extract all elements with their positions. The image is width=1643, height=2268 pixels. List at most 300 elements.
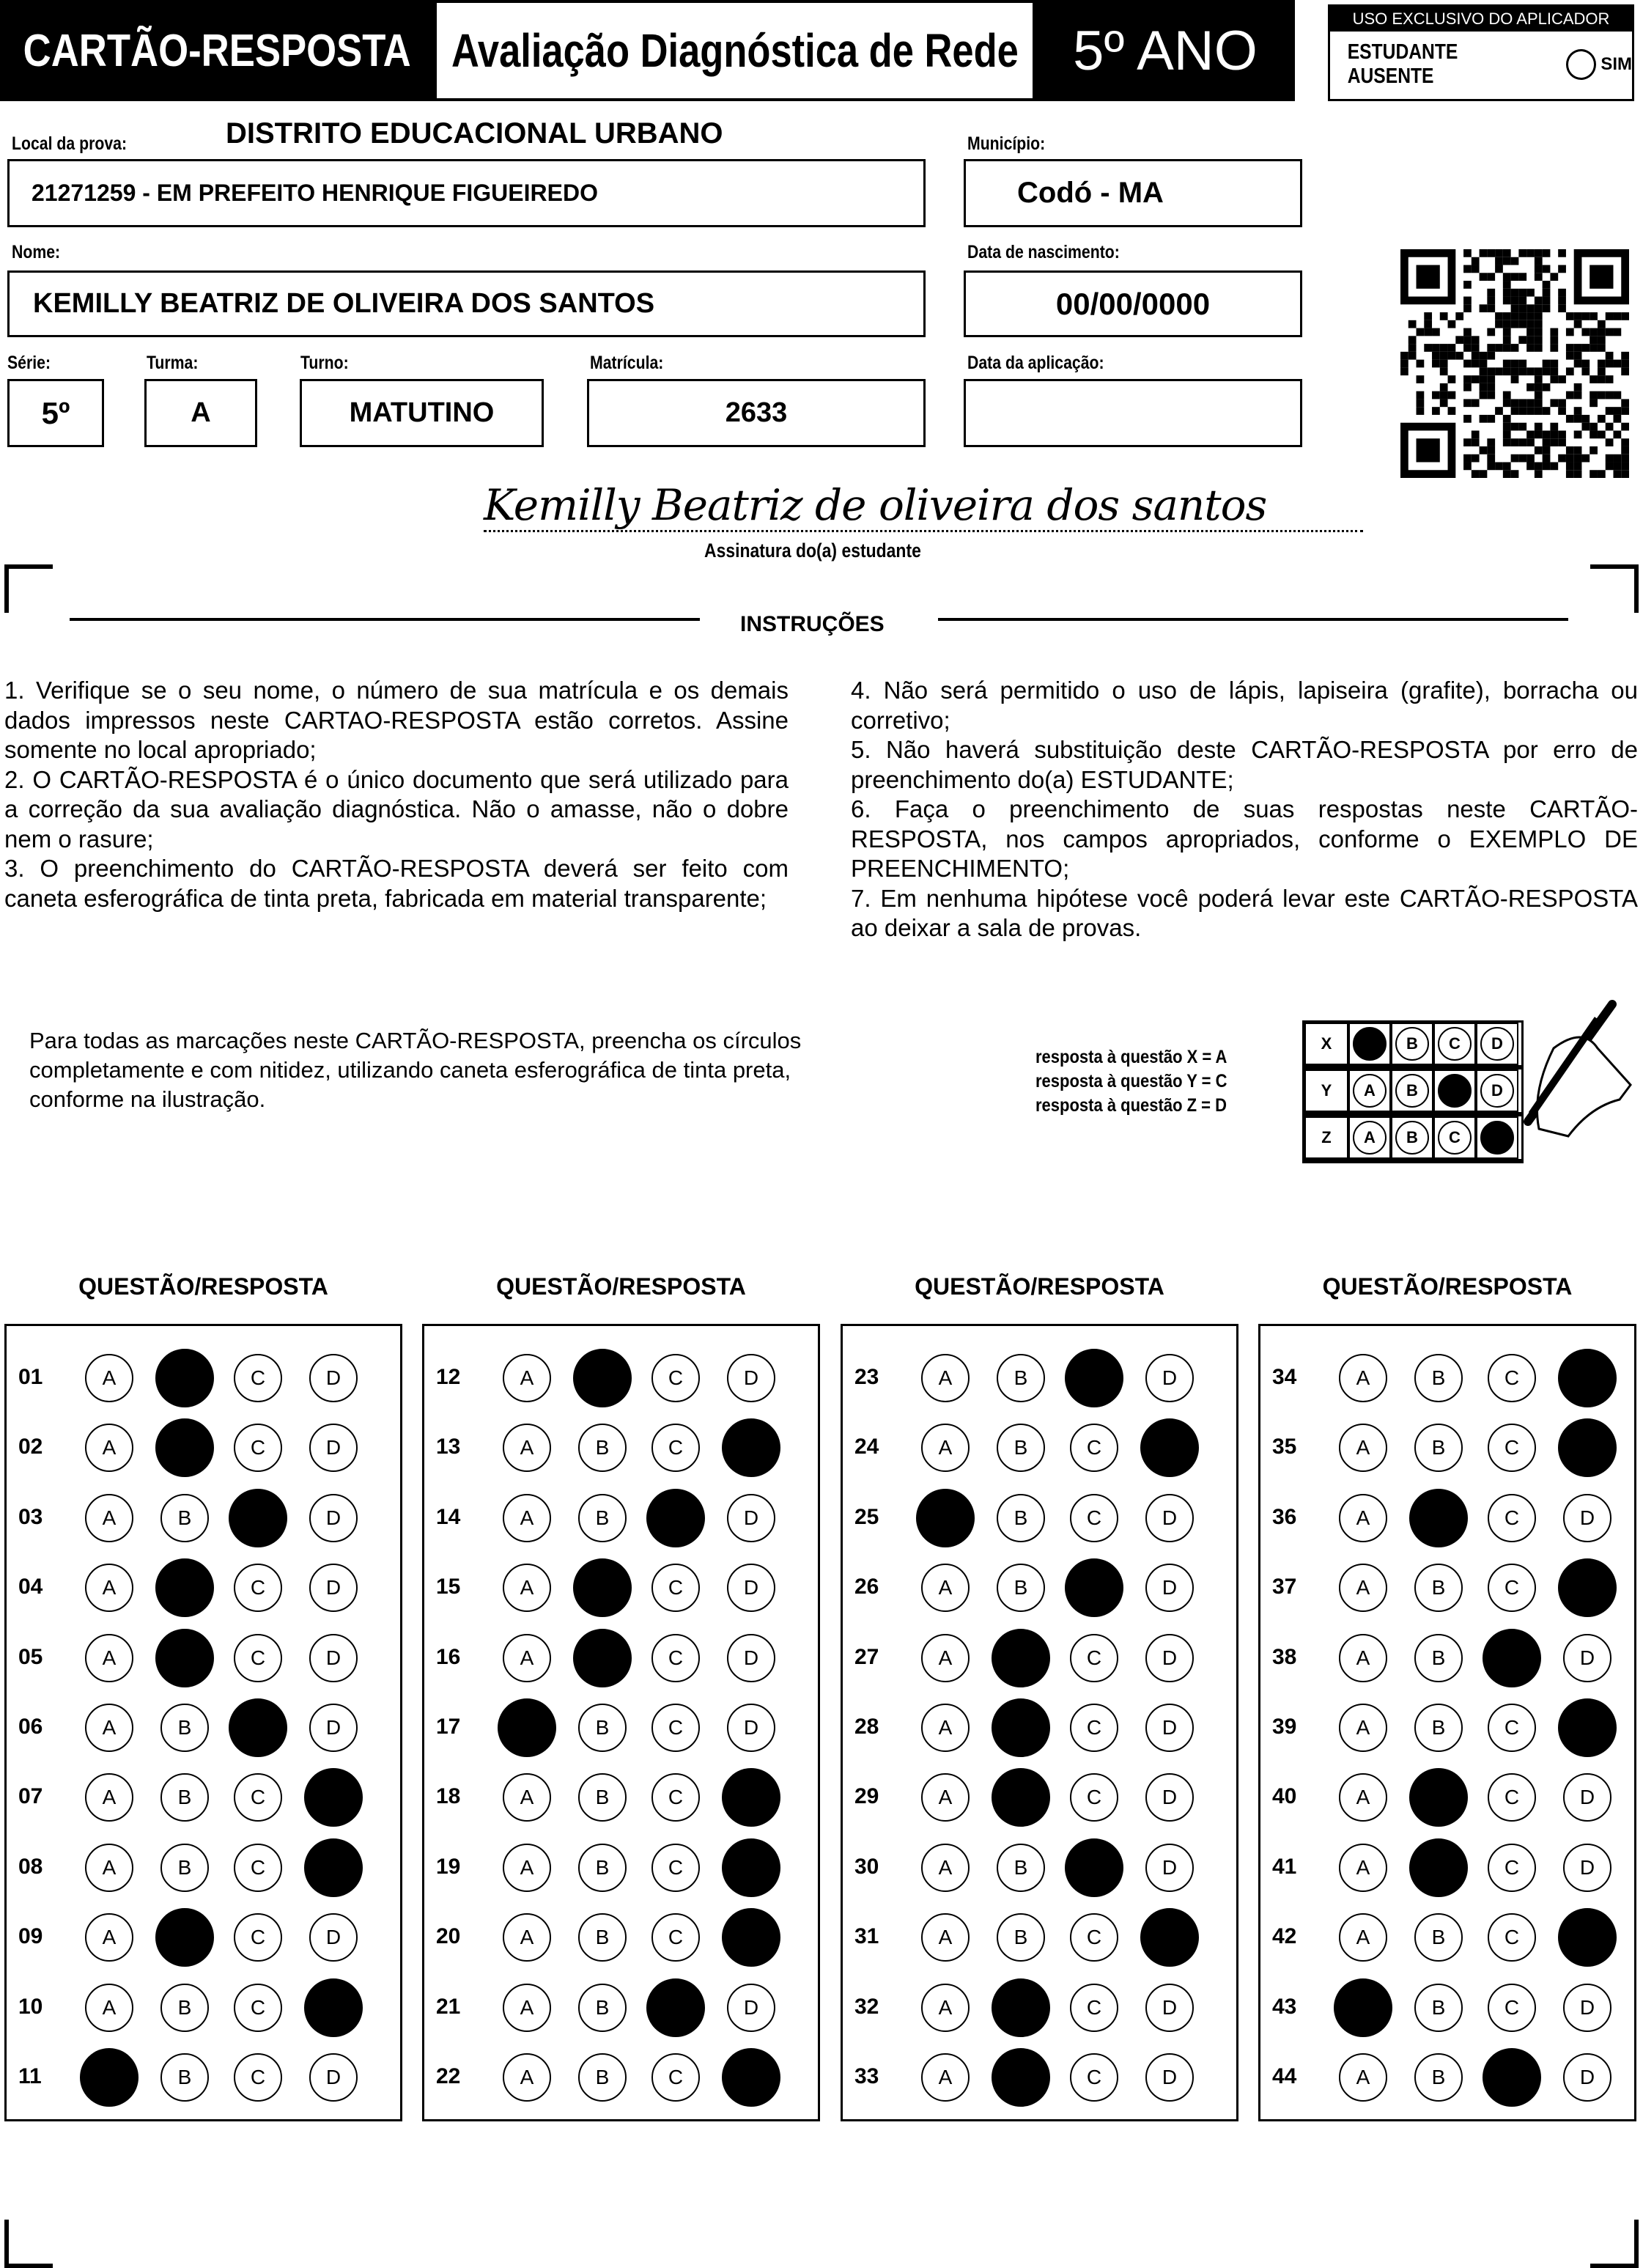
answer-bubble-a[interactable]: A xyxy=(1339,1634,1387,1682)
example-bubble-d: D xyxy=(1480,1027,1514,1061)
turma-label: Turma: xyxy=(147,353,199,373)
answer-bubble-d[interactable]: D xyxy=(1145,2053,1194,2102)
answer-bubble-a[interactable]: A xyxy=(921,1773,970,1822)
answer-bubble-a[interactable]: A xyxy=(1339,1354,1387,1402)
answer-bubble-d-marked[interactable] xyxy=(1558,1908,1617,1967)
answer-bubble-a[interactable]: A xyxy=(503,1494,551,1542)
answer-bubble-a[interactable]: A xyxy=(503,1564,551,1612)
answer-bubble-a[interactable]: A xyxy=(85,1494,133,1542)
local-value: 21271259 - EM PREFEITO HENRIQUE FIGUEIREDO xyxy=(32,180,598,206)
answer-bubble-a-marked[interactable] xyxy=(1334,1978,1392,2037)
answer-bubble-d-marked[interactable] xyxy=(722,1768,780,1827)
signature: Kemilly Beatriz de oliveira dos santos xyxy=(484,480,1363,532)
question-number: 18 xyxy=(436,1784,461,1809)
answer-bubble-a[interactable]: A xyxy=(85,1773,133,1822)
answer-bubble-d[interactable]: D xyxy=(1145,1354,1194,1402)
answer-bubble-b-marked[interactable] xyxy=(1409,1489,1468,1547)
card-title-text: CARTÃO-RESPOSTA xyxy=(23,25,411,76)
question-row xyxy=(424,2048,818,2107)
example-cell xyxy=(1433,1023,1476,1065)
answer-bubble-b-marked[interactable] xyxy=(573,1349,632,1407)
answer-bubble-c[interactable]: C xyxy=(234,1564,282,1612)
answer-bubble-a[interactable]: A xyxy=(503,1984,551,2032)
answer-bubble-b[interactable]: B xyxy=(997,1354,1045,1402)
absent-radio[interactable] xyxy=(1566,49,1596,80)
example-bubble-a: A xyxy=(1353,1121,1387,1155)
answer-bubble-a[interactable]: A xyxy=(921,1424,970,1472)
question-number: 42 xyxy=(1272,1924,1297,1949)
question-number: 19 xyxy=(436,1854,461,1879)
question-number: 34 xyxy=(1272,1365,1297,1389)
answer-bubble-d-marked[interactable] xyxy=(1558,1698,1617,1757)
question-number: 27 xyxy=(854,1644,879,1669)
question-number: 44 xyxy=(1272,2064,1297,2088)
answer-bubble-a[interactable]: A xyxy=(85,1564,133,1612)
answer-bubble-b[interactable]: B xyxy=(997,1844,1045,1892)
question-number: 06 xyxy=(18,1715,43,1739)
answer-bubble-a[interactable]: A xyxy=(1339,1564,1387,1612)
question-number: 25 xyxy=(854,1504,879,1529)
answer-bubble-c[interactable]: C xyxy=(651,1424,700,1472)
answer-bubble-c[interactable]: C xyxy=(1070,2053,1118,2102)
answer-bubble-c[interactable]: C xyxy=(234,1424,282,1472)
answer-bubble-a[interactable]: A xyxy=(85,1354,133,1402)
answer-bubble-d[interactable]: D xyxy=(1145,1773,1194,1822)
question-row xyxy=(424,1768,818,1827)
answer-bubble-c[interactable]: C xyxy=(1070,1773,1118,1822)
answer-bubble-c[interactable]: C xyxy=(234,2053,282,2102)
answer-bubble-a[interactable]: A xyxy=(85,1634,133,1682)
answer-bubble-d[interactable]: D xyxy=(1563,1773,1611,1822)
answer-bubble-b[interactable]: B xyxy=(578,2053,627,2102)
question-row xyxy=(1260,1558,1634,1617)
answer-bubble-b[interactable]: B xyxy=(578,1494,627,1542)
answer-bubble-c[interactable]: C xyxy=(651,1704,700,1752)
question-row xyxy=(843,1418,1236,1477)
answer-bubble-d-marked[interactable] xyxy=(722,2048,780,2107)
corner-mark-bl xyxy=(4,2220,53,2268)
answer-bubble-c[interactable]: C xyxy=(1070,1424,1118,1472)
question-row xyxy=(843,1908,1236,1967)
question-row xyxy=(1260,1768,1634,1827)
answer-bubble-c-marked[interactable] xyxy=(229,1698,287,1757)
question-number: 28 xyxy=(854,1715,879,1739)
question-number: 16 xyxy=(436,1644,461,1669)
signature-label: Assinatura do(a) estudante xyxy=(704,540,921,562)
example-row-label: Y xyxy=(1304,1069,1348,1112)
answer-bubble-c[interactable]: C xyxy=(234,1773,282,1822)
nome-value: KEMILLY BEATRIZ DE OLIVEIRA DOS SANTOS xyxy=(33,288,655,319)
nome-label: Nome: xyxy=(12,242,61,262)
answer-bubble-c-marked[interactable] xyxy=(1483,1629,1541,1687)
example-line-y: resposta à questão Y = C xyxy=(1035,1071,1227,1091)
answer-bubble-d[interactable]: D xyxy=(309,1704,358,1752)
answer-bubble-d[interactable]: D xyxy=(727,1634,775,1682)
answer-bubble-d-marked[interactable] xyxy=(722,1838,780,1897)
answer-bubble-c[interactable]: C xyxy=(1488,1424,1536,1472)
answer-bubble-a[interactable]: A xyxy=(503,1773,551,1822)
answer-bubble-a[interactable]: A xyxy=(921,2053,970,2102)
question-number: 24 xyxy=(854,1435,879,1459)
answer-bubble-d-marked[interactable] xyxy=(1558,1558,1617,1617)
question-number: 41 xyxy=(1272,1854,1297,1879)
answer-bubble-a[interactable]: A xyxy=(85,1844,133,1892)
answer-bubble-d-marked[interactable] xyxy=(304,1978,363,2037)
answer-bubble-c[interactable]: C xyxy=(1488,1704,1536,1752)
question-row xyxy=(1260,1349,1634,1407)
example-cell xyxy=(1433,1116,1476,1159)
question-row xyxy=(1260,1978,1634,2037)
answer-bubble-a-marked[interactable] xyxy=(80,2048,139,2107)
answer-bubble-b[interactable]: B xyxy=(1414,2053,1463,2102)
answer-bubble-c-marked[interactable] xyxy=(1065,1838,1123,1897)
answer-bubble-d[interactable]: D xyxy=(1563,1984,1611,2032)
answer-bubble-d[interactable]: D xyxy=(1563,1844,1611,1892)
question-row xyxy=(843,1629,1236,1687)
answer-bubble-c-marked[interactable] xyxy=(646,1978,705,2037)
answer-bubble-c[interactable]: C xyxy=(1488,1844,1536,1892)
answer-bubble-c-marked[interactable] xyxy=(1065,1349,1123,1407)
answer-bubble-d-marked[interactable] xyxy=(304,1838,363,1897)
instructions-right xyxy=(851,676,1638,943)
answer-bubble-c-marked[interactable] xyxy=(1483,2048,1541,2107)
answer-bubble-b[interactable]: B xyxy=(578,1913,627,1962)
question-row xyxy=(7,1908,400,1967)
answer-bubble-a[interactable]: A xyxy=(503,1354,551,1402)
question-row xyxy=(7,1418,400,1477)
answer-bubble-d[interactable]: D xyxy=(309,1564,358,1612)
question-number: 32 xyxy=(854,1994,879,2019)
answer-bubble-b-marked[interactable] xyxy=(155,1908,214,1967)
answer-bubble-b[interactable]: B xyxy=(1414,1913,1463,1962)
question-row xyxy=(843,1349,1236,1407)
fill-note: Para todas as marcações neste CARTÃO-RESPOSTA, preencha os círculos completamente e com nitidez, utilizando caneta esferográfica de tinta preta, conforme na ilustração. xyxy=(29,1028,802,1112)
answer-bubble-a[interactable]: A xyxy=(1339,1913,1387,1962)
example-bubble-c: C xyxy=(1438,1027,1472,1061)
example-line-x: resposta à questão X = A xyxy=(1035,1047,1227,1067)
answer-bubble-b[interactable]: B xyxy=(160,1494,209,1542)
answer-bubble-a[interactable]: A xyxy=(921,1634,970,1682)
example-bubble-b: B xyxy=(1395,1121,1429,1155)
corner-mark-tr xyxy=(1590,564,1639,613)
answer-bubble-b[interactable]: B xyxy=(1414,1354,1463,1402)
answer-bubble-c[interactable]: C xyxy=(651,1564,700,1612)
question-number: 30 xyxy=(854,1854,879,1879)
answer-bubble-d[interactable]: D xyxy=(1145,1844,1194,1892)
answer-bubble-b[interactable]: B xyxy=(160,1984,209,2032)
municipio-field xyxy=(964,159,1302,227)
answer-bubble-c-marked[interactable] xyxy=(1065,1558,1123,1617)
answer-bubble-b-marked[interactable] xyxy=(992,1978,1050,2037)
question-number: 43 xyxy=(1272,1994,1297,2019)
answer-bubble-c[interactable]: C xyxy=(234,1984,282,2032)
exam-title xyxy=(434,0,1035,101)
answer-bubble-c[interactable]: C xyxy=(1070,1494,1118,1542)
answer-bubble-b[interactable]: B xyxy=(578,1773,627,1822)
answer-bubble-d[interactable]: D xyxy=(309,1634,358,1682)
answer-bubble-d[interactable]: D xyxy=(1145,1984,1194,2032)
example-cell xyxy=(1348,1116,1391,1159)
example-cell xyxy=(1348,1023,1391,1065)
question-row xyxy=(843,1698,1236,1757)
answer-bubble-b[interactable]: B xyxy=(578,1704,627,1752)
nascimento-value: 00/00/0000 xyxy=(1055,286,1211,321)
answer-bubble-d[interactable]: D xyxy=(727,1494,775,1542)
question-number: 03 xyxy=(18,1504,43,1529)
answer-bubble-c[interactable]: C xyxy=(1488,1984,1536,2032)
question-row xyxy=(7,1349,400,1407)
question-number: 31 xyxy=(854,1924,879,1949)
answer-bubble-c[interactable]: C xyxy=(651,1634,700,1682)
question-number: 23 xyxy=(854,1365,879,1389)
turno-value: MATUTINO xyxy=(349,397,495,428)
example-bubble-b: B xyxy=(1395,1074,1429,1108)
instruction-3: 3. O preenchimento do CARTÃO-RESPOSTA deverá ser feito com caneta esferográfica de tinta preta, fabricada em material transparente; xyxy=(4,855,789,912)
answer-bubble-c[interactable]: C xyxy=(1488,1354,1536,1402)
question-row xyxy=(843,1768,1236,1827)
question-number: 13 xyxy=(436,1435,461,1459)
question-number: 26 xyxy=(854,1575,879,1599)
answer-bubble-b-marked[interactable] xyxy=(573,1558,632,1617)
answer-bubble-a[interactable]: A xyxy=(921,1913,970,1962)
answer-bubble-a[interactable]: A xyxy=(503,1844,551,1892)
answer-bubble-c[interactable]: C xyxy=(1070,1984,1118,2032)
answer-bubble-a[interactable]: A xyxy=(85,1913,133,1962)
answer-bubble-b-marked[interactable] xyxy=(155,1558,214,1617)
answer-bubble-c[interactable]: C xyxy=(1070,1634,1118,1682)
answer-bubble-a[interactable]: A xyxy=(1339,2053,1387,2102)
question-row xyxy=(843,1978,1236,2037)
column-header: QUESTÃO/RESPOSTA xyxy=(496,1273,746,1300)
answer-bubble-d-marked[interactable] xyxy=(722,1418,780,1477)
answer-bubble-d[interactable]: D xyxy=(727,1704,775,1752)
question-number: 07 xyxy=(18,1784,43,1809)
question-row xyxy=(843,1489,1236,1547)
example-cell xyxy=(1348,1069,1391,1112)
answer-bubble-d-marked[interactable] xyxy=(1140,1908,1199,1967)
example-cell xyxy=(1391,1023,1433,1065)
answer-bubble-c[interactable]: C xyxy=(1070,1913,1118,1962)
question-row xyxy=(424,1698,818,1757)
column-header: QUESTÃO/RESPOSTA xyxy=(78,1273,328,1300)
local-label: Local da prova: xyxy=(12,133,128,154)
question-number: 08 xyxy=(18,1854,43,1879)
instructions-divider-left xyxy=(70,618,700,621)
answer-bubble-d[interactable]: D xyxy=(1145,1494,1194,1542)
answer-bubble-c[interactable]: C xyxy=(651,1913,700,1962)
answer-bubble-a[interactable]: A xyxy=(85,1984,133,2032)
answer-bubble-d-marked[interactable] xyxy=(722,1908,780,1967)
question-row xyxy=(7,1978,400,2037)
answer-bubble-b[interactable]: B xyxy=(160,2053,209,2102)
answer-bubble-d[interactable]: D xyxy=(309,1494,358,1542)
answer-bubble-d[interactable]: D xyxy=(727,1564,775,1612)
question-row xyxy=(424,1629,818,1687)
answer-bubble-d[interactable]: D xyxy=(1563,1634,1611,1682)
question-number: 10 xyxy=(18,1994,43,2019)
question-row xyxy=(1260,2048,1634,2107)
instruction-6: 6. Faça o preenchimento de suas respostas neste CARTÃO-RESPOSTA, nos campos apropriados, conforme o EXEMPLO DE PREENCHIMENTO; xyxy=(851,795,1638,882)
answer-bubble-b-marked[interactable] xyxy=(1409,1838,1468,1897)
answer-bubble-d[interactable]: D xyxy=(1145,1634,1194,1682)
answer-bubble-a[interactable]: A xyxy=(921,1704,970,1752)
question-row xyxy=(7,1838,400,1897)
answer-bubble-a[interactable]: A xyxy=(503,1424,551,1472)
answer-bubble-a[interactable]: A xyxy=(503,2053,551,2102)
question-number: 35 xyxy=(1272,1435,1297,1459)
column-header: QUESTÃO/RESPOSTA xyxy=(1322,1273,1573,1300)
answer-bubble-b-marked[interactable] xyxy=(155,1629,214,1687)
answer-bubble-b-marked[interactable] xyxy=(992,1629,1050,1687)
answer-bubble-b-marked[interactable] xyxy=(992,1698,1050,1757)
answer-bubble-b[interactable]: B xyxy=(160,1844,209,1892)
answer-bubble-a[interactable]: A xyxy=(503,1913,551,1962)
answer-bubble-c[interactable]: C xyxy=(234,1634,282,1682)
question-number: 14 xyxy=(436,1504,461,1529)
matricula-field xyxy=(587,379,926,447)
question-row xyxy=(1260,1908,1634,1967)
answer-bubble-c[interactable]: C xyxy=(651,1844,700,1892)
question-number: 33 xyxy=(854,2064,879,2088)
answer-bubble-b[interactable]: B xyxy=(578,1984,627,2032)
answer-bubble-b[interactable]: B xyxy=(1414,1704,1463,1752)
question-number: 17 xyxy=(436,1715,461,1739)
answer-bubble-d[interactable]: D xyxy=(309,1354,358,1402)
answer-bubble-b[interactable]: B xyxy=(997,1913,1045,1962)
answer-bubble-a[interactable]: A xyxy=(921,1844,970,1892)
nascimento-field xyxy=(964,270,1302,337)
answer-bubble-a[interactable]: A xyxy=(921,1354,970,1402)
answer-bubble-b-marked[interactable] xyxy=(992,1768,1050,1827)
answer-bubble-c[interactable]: C xyxy=(234,1354,282,1402)
answer-bubble-d-marked[interactable] xyxy=(1558,1349,1617,1407)
turno-field xyxy=(300,379,544,447)
question-row xyxy=(424,1908,818,1967)
answer-bubble-b-marked[interactable] xyxy=(155,1349,214,1407)
example-line-z: resposta à questão Z = D xyxy=(1035,1095,1227,1116)
answer-bubble-a[interactable]: A xyxy=(503,1634,551,1682)
question-number: 40 xyxy=(1272,1784,1297,1809)
answer-bubble-d-marked[interactable] xyxy=(1140,1418,1199,1477)
answer-bubble-b[interactable]: B xyxy=(997,1564,1045,1612)
answer-bubble-d[interactable]: D xyxy=(1563,1494,1611,1542)
matricula-label: Matrícula: xyxy=(590,353,664,373)
answer-bubble-d-marked[interactable] xyxy=(1558,1418,1617,1477)
answer-bubble-c[interactable]: C xyxy=(234,1844,282,1892)
answer-column xyxy=(4,1324,402,2121)
answer-bubble-c-marked[interactable] xyxy=(229,1489,287,1547)
answer-bubble-d[interactable]: D xyxy=(1563,2053,1611,2102)
answer-bubble-b[interactable]: B xyxy=(578,1844,627,1892)
answer-bubble-c[interactable]: C xyxy=(651,1354,700,1402)
answer-bubble-a[interactable]: A xyxy=(85,1424,133,1472)
answer-bubble-b-marked[interactable] xyxy=(573,1629,632,1687)
answer-bubble-a[interactable]: A xyxy=(1339,1773,1387,1822)
answer-bubble-a[interactable]: A xyxy=(921,1984,970,2032)
question-row xyxy=(424,1838,818,1897)
answer-bubble-b[interactable]: B xyxy=(1414,1564,1463,1612)
question-row xyxy=(424,1558,818,1617)
answer-bubble-d[interactable]: D xyxy=(1145,1704,1194,1752)
answer-bubble-b[interactable]: B xyxy=(578,1424,627,1472)
answer-bubble-c[interactable]: C xyxy=(1488,1494,1536,1542)
question-row xyxy=(843,2048,1236,2107)
answer-bubble-b-marked[interactable] xyxy=(155,1418,214,1477)
answer-bubble-a-marked[interactable] xyxy=(916,1489,975,1547)
answer-bubble-b[interactable]: B xyxy=(160,1704,209,1752)
question-number: 21 xyxy=(436,1994,461,2019)
answer-bubble-d[interactable]: D xyxy=(309,2053,358,2102)
answer-bubble-b[interactable]: B xyxy=(1414,1424,1463,1472)
answer-bubble-c[interactable]: C xyxy=(651,1773,700,1822)
answer-bubble-b[interactable]: B xyxy=(160,1773,209,1822)
question-row xyxy=(843,1558,1236,1617)
example-row-label: X xyxy=(1304,1023,1348,1065)
local-field xyxy=(7,159,926,227)
absent-option-label: SIM xyxy=(1600,54,1632,74)
serie-label: Série: xyxy=(7,353,51,373)
instructions-left xyxy=(4,676,789,913)
answer-bubble-d[interactable]: D xyxy=(727,1984,775,2032)
question-row xyxy=(424,1489,818,1547)
answer-bubble-d[interactable]: D xyxy=(309,1913,358,1962)
example-row-label: Z xyxy=(1304,1116,1348,1159)
question-number: 11 xyxy=(18,2064,42,2088)
answer-bubble-c-marked[interactable] xyxy=(646,1489,705,1547)
nome-field xyxy=(7,270,926,337)
answer-bubble-b[interactable]: B xyxy=(1414,1634,1463,1682)
answer-bubble-b-marked[interactable] xyxy=(1409,1768,1468,1827)
qr-code xyxy=(1400,249,1629,478)
answer-bubble-b[interactable]: B xyxy=(997,1424,1045,1472)
answer-bubble-d-marked[interactable] xyxy=(304,1768,363,1827)
answer-bubble-c[interactable]: C xyxy=(1488,1913,1536,1962)
answer-bubble-b[interactable]: B xyxy=(997,1494,1045,1542)
exam-title-text: Avaliação Diagnóstica de Rede xyxy=(451,24,1019,77)
answer-bubble-d[interactable]: D xyxy=(727,1354,775,1402)
answer-bubble-c[interactable]: C xyxy=(651,2053,700,2102)
answer-bubble-a-marked[interactable] xyxy=(498,1698,556,1757)
question-number: 05 xyxy=(18,1644,43,1669)
answer-bubble-c[interactable]: C xyxy=(234,1913,282,1962)
answer-bubble-d[interactable]: D xyxy=(1145,1564,1194,1612)
applicator-title: USO EXCLUSIVO DO APLICADOR xyxy=(1330,7,1632,32)
hand-with-pen-icon xyxy=(1488,997,1634,1144)
answer-bubble-d[interactable]: D xyxy=(309,1424,358,1472)
answer-bubble-a[interactable]: A xyxy=(85,1704,133,1752)
answer-bubble-a[interactable]: A xyxy=(1339,1844,1387,1892)
card-title xyxy=(0,0,434,101)
answer-bubble-a[interactable]: A xyxy=(1339,1494,1387,1542)
answer-bubble-c[interactable]: C xyxy=(1488,1773,1536,1822)
question-row xyxy=(7,1768,400,1827)
answer-bubble-c[interactable]: C xyxy=(1070,1704,1118,1752)
answer-bubble-b-marked[interactable] xyxy=(992,2048,1050,2107)
municipio-value: Codó - MA xyxy=(1017,177,1164,209)
example-bubble-b: B xyxy=(1395,1027,1429,1061)
answer-bubble-c[interactable]: C xyxy=(1488,1564,1536,1612)
answer-bubble-a[interactable]: A xyxy=(921,1564,970,1612)
question-row xyxy=(843,1838,1236,1897)
example-bubble-d: D xyxy=(1480,1074,1514,1108)
question-number: 29 xyxy=(854,1784,879,1809)
answer-bubble-a[interactable]: A xyxy=(1339,1424,1387,1472)
instructions-title: INSTRUÇÕES xyxy=(740,612,885,636)
instruction-4: 4. Não será permitido o uso de lápis, lapiseira (grafite), borracha ou corretivo; xyxy=(851,677,1638,734)
aplicacao-field xyxy=(964,379,1302,447)
answer-bubble-a[interactable]: A xyxy=(1339,1704,1387,1752)
answer-bubble-b[interactable]: B xyxy=(1414,1984,1463,2032)
